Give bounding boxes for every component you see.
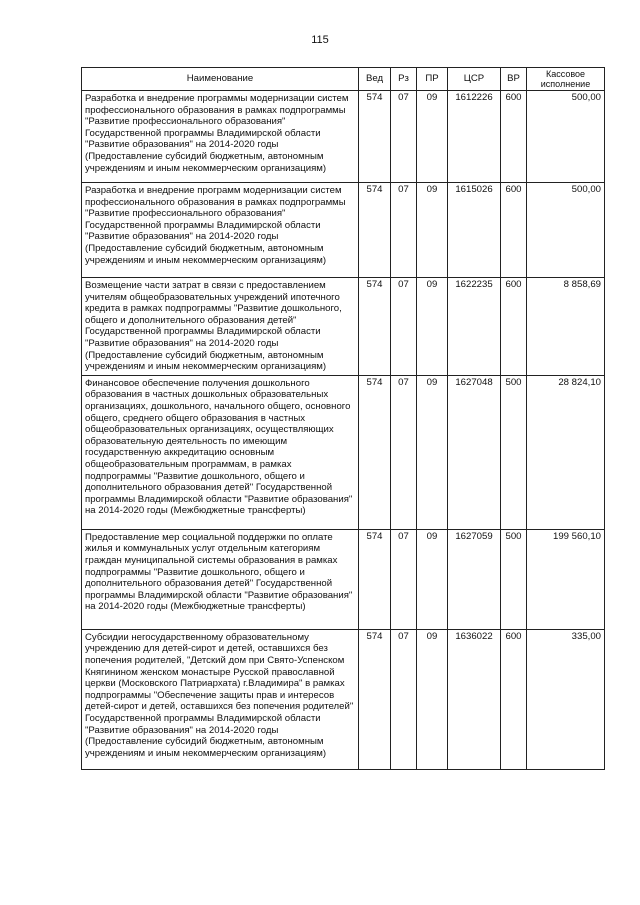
- row-ved: 574: [359, 529, 391, 629]
- header-pr: ПР: [417, 68, 448, 91]
- table-row: [82, 375, 605, 529]
- row-name: Финансовое обеспечение получения дошкольного образования в частных дошкольных образовательных организациях, дошкольного, начального общего, основного общего, среднего общего образования в частных общеобразовательных организациях, осуществляющих образовательную деятельность по имеющим государственную аккредитацию основным общеобразовательным программам, в рамках подпрограммы "Развитие дошкольного, общего и дополнительного образования детей" Государственной программы Владимирской области "Развитие образования" на 2014-2020 годы (Межбюджетные трансферты): [82, 375, 359, 529]
- header-name: Наименование: [82, 68, 359, 91]
- row-ved: 574: [359, 91, 391, 183]
- table-row: [82, 529, 605, 629]
- row-pr: 09: [417, 375, 448, 529]
- row-csr: 1622235: [448, 278, 501, 376]
- row-rz: 07: [391, 183, 417, 278]
- table-row: [82, 629, 605, 769]
- row-pr: 09: [417, 183, 448, 278]
- row-amount: 335,00: [527, 629, 605, 769]
- budget-table: [81, 67, 605, 770]
- row-csr: 1627059: [448, 529, 501, 629]
- row-csr: 1615026: [448, 183, 501, 278]
- row-rz: 07: [391, 375, 417, 529]
- row-pr: 09: [417, 278, 448, 376]
- row-csr: 1627048: [448, 375, 501, 529]
- row-amount: 28 824,10: [527, 375, 605, 529]
- row-vr: 600: [501, 278, 527, 376]
- row-amount: 199 560,10: [527, 529, 605, 629]
- row-name: Разработка и внедрение программы модернизации систем профессионального образования в рамках подпрограммы "Развитие профессионального образования" Государственной программы Владимирской области "Развитие образования" на 2014-2020 годы (Предоставление субсидий бюджетным, автономным учреждениям и иным некоммерческим организациям): [82, 91, 359, 183]
- row-amount: 8 858,69: [527, 278, 605, 376]
- row-amount: 500,00: [527, 91, 605, 183]
- row-vr: 600: [501, 183, 527, 278]
- row-pr: 09: [417, 529, 448, 629]
- table-header-row: [82, 68, 605, 91]
- header-csr: ЦСР: [448, 68, 501, 91]
- row-csr: 1636022: [448, 629, 501, 769]
- row-ved: 574: [359, 375, 391, 529]
- page-number: 115: [311, 34, 329, 46]
- row-vr: 500: [501, 375, 527, 529]
- row-vr: 600: [501, 91, 527, 183]
- row-vr: 600: [501, 629, 527, 769]
- row-ved: 574: [359, 629, 391, 769]
- row-name: Возмещение части затрат в связи с предоставлением учителям общеобразовательных учреждений ипотечного кредита в рамках подпрограммы "Развитие дошкольного, общего и дополнительного образования детей" Государственной программы Владимирской области "Развитие образования" на 2014-2020 годы (Предоставление субсидий бюджетным, автономным учреждениям и иным некоммерческим организациям): [82, 278, 359, 376]
- row-name: Субсидии негосударственному образовательному учреждению для детей-сирот и детей, оставшихся без попечения родителей, "Детский дом при Свято-Успенском Княгинином женском монастыре Русской православной церкви (Московского Патриархата) г.Владимира" в рамках подпрограммы "Обеспечение защиты прав и интересов детей-сирот и детей, оставшихся без попечения родителей" Государственной программы Владимирской области "Развитие образования" на 2014-2020 годы (Предоставление субсидий бюджетным, автономным учреждениям и иным некоммерческим организациям): [82, 629, 359, 769]
- row-csr: 1612226: [448, 91, 501, 183]
- header-ved: Вед: [359, 68, 391, 91]
- row-vr: 500: [501, 529, 527, 629]
- row-ved: 574: [359, 278, 391, 376]
- table-row: [82, 278, 605, 376]
- header-rz: Рз: [391, 68, 417, 91]
- row-pr: 09: [417, 91, 448, 183]
- table-row: [82, 91, 605, 183]
- row-ved: 574: [359, 183, 391, 278]
- row-rz: 07: [391, 529, 417, 629]
- row-name: Разработка и внедрение программ модернизации систем профессионального образования в рамках подпрограммы "Развитие профессионального образования" Государственной программы Владимирской области "Развитие образования" на 2014-2020 годы (Предоставление субсидий бюджетным, автономным учреждениям и иным некоммерческим организациям): [82, 183, 359, 278]
- row-amount: 500,00: [527, 183, 605, 278]
- row-rz: 07: [391, 278, 417, 376]
- row-name: Предоставление мер социальной поддержки по оплате жилья и коммунальных услуг отдельным категориям граждан муниципальной системы образования в рамках подпрограммы "Развитие дошкольного, общего и дополнительного образования детей" Государственной программы Владимирской области "Развитие образования" на 2014-2020 годы (Межбюджетные трансферты): [82, 529, 359, 629]
- header-amount: Кассовое исполнение: [527, 68, 605, 91]
- row-pr: 09: [417, 629, 448, 769]
- row-rz: 07: [391, 91, 417, 183]
- header-vr: ВР: [501, 68, 527, 91]
- table-row: [82, 183, 605, 278]
- row-rz: 07: [391, 629, 417, 769]
